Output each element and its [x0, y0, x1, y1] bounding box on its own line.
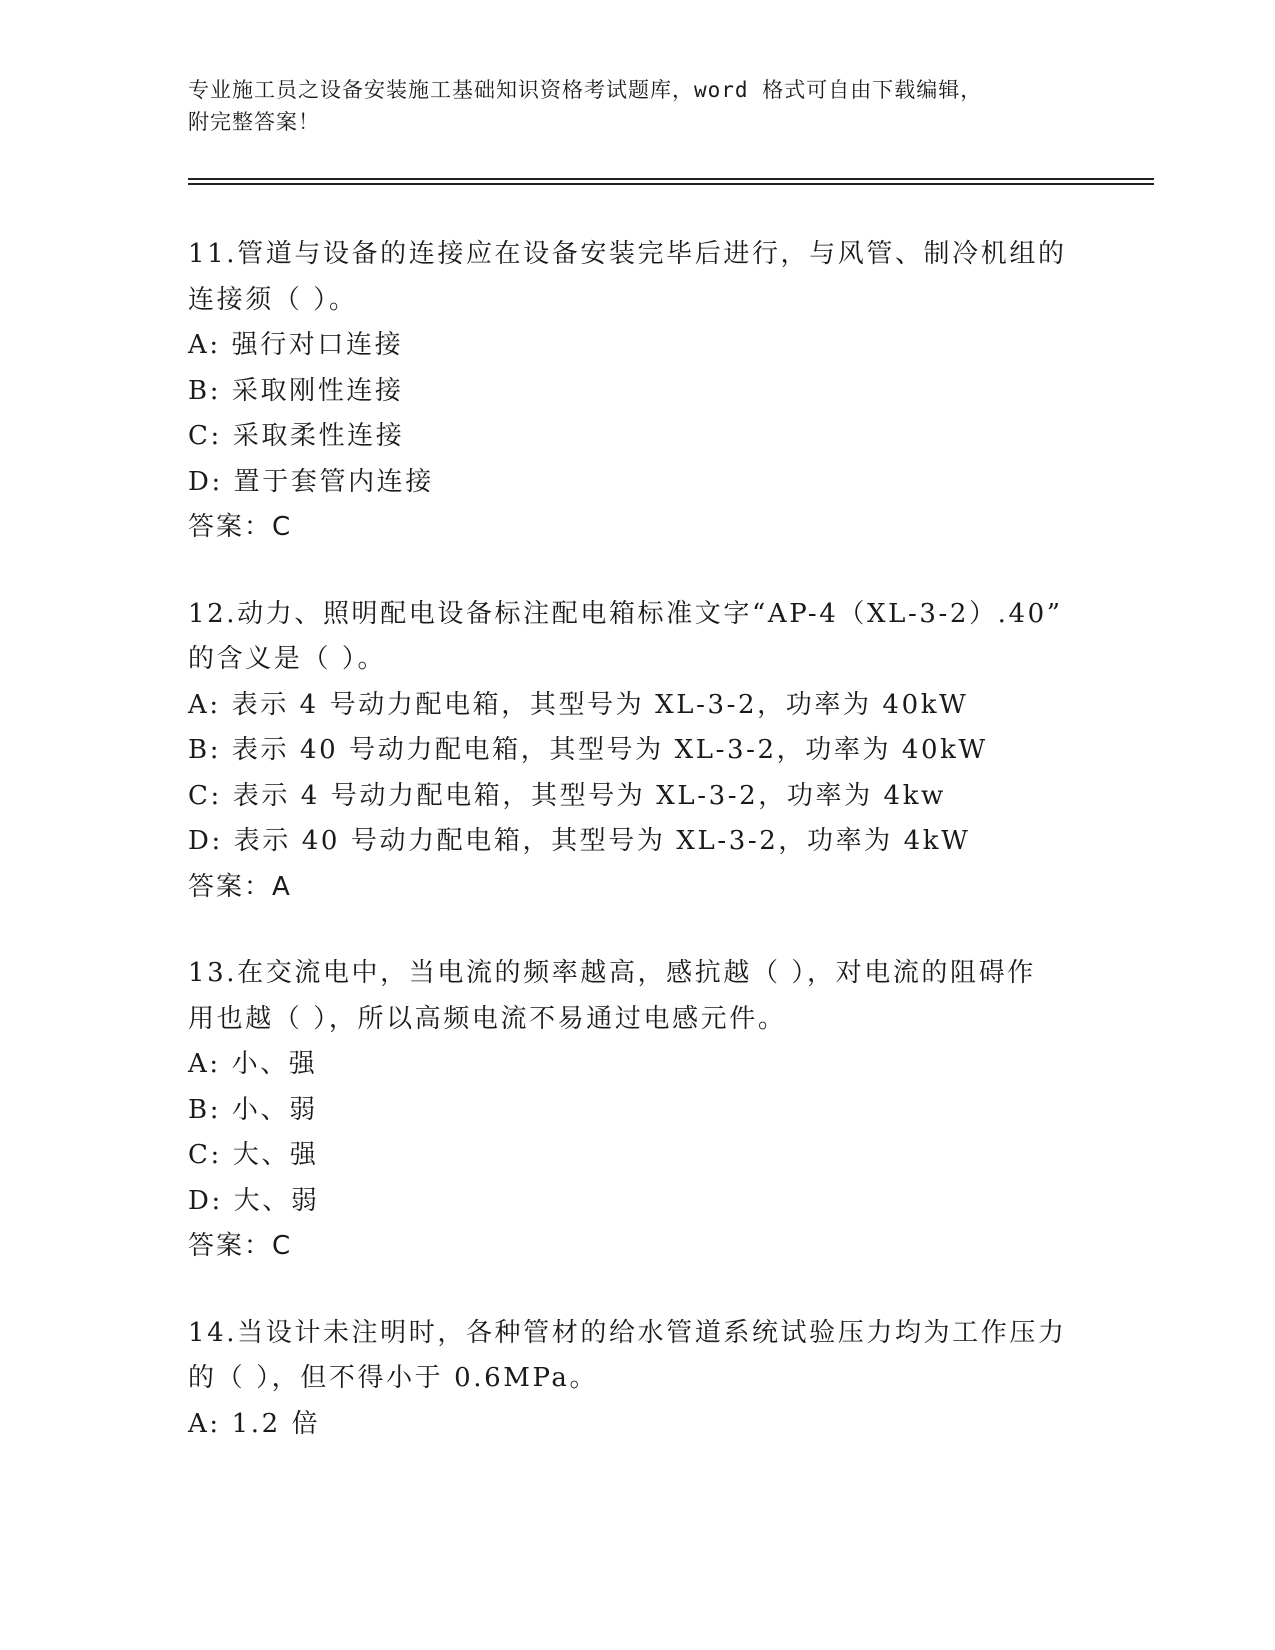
answer: 答案：C — [188, 512, 293, 542]
question-text-line: 12.动力、照明配电设备标注配电箱标准文字“AP-4（XL-3-2）.40” — [188, 598, 1063, 629]
question-list — [188, 232, 1088, 1488]
question-14 — [188, 1311, 1088, 1448]
option-d: D: 大、弱 — [188, 1185, 320, 1216]
option-d: D: 表示 40 号动力配电箱，其型号为 XL-3-2，功率为 4kW — [188, 826, 971, 856]
question-text-line: 用也越（ ），所以高频电流不易通过电感元件。 — [188, 1003, 787, 1034]
question-12 — [188, 592, 1088, 911]
option-c: C: 表示 4 号动力配电箱，其型号为 XL-3-2，功率为 4kw — [188, 780, 946, 811]
header-divider-top — [188, 178, 1154, 180]
header-divider-bottom — [188, 183, 1154, 185]
answer: 答案：A — [188, 871, 292, 902]
question-11 — [188, 232, 1088, 551]
question-13 — [188, 951, 1088, 1270]
question-text-line: 14.当设计未注明时，各种管材的给水管道系统试验压力均为工作压力 — [188, 1317, 1067, 1348]
header-line-2: 附完整答案！ — [188, 110, 320, 134]
question-text-line: 的（ ），但不得小于 0.6MPa。 — [188, 1363, 599, 1393]
question-text-line: 的含义是（ ）。 — [188, 644, 387, 674]
option-c: C: 大、强 — [188, 1140, 319, 1170]
option-c: C: 采取柔性连接 — [188, 421, 405, 451]
option-a: A: 表示 4 号动力配电箱，其型号为 XL-3-2，功率为 40kW — [188, 689, 969, 720]
option-b: B: 小、弱 — [188, 1094, 318, 1125]
document-header — [188, 74, 1068, 138]
option-a: A: 强行对口连接 — [188, 330, 404, 360]
option-a: A: 小、强 — [188, 1049, 318, 1079]
option-a: A: 1.2 倍 — [188, 1408, 321, 1439]
option-b: B: 采取刚性连接 — [188, 375, 404, 406]
header-line-1: 专业施工员之设备安装施工基础知识资格考试题库，word 格式可自由下载编辑， — [188, 78, 983, 102]
question-text-line: 连接须（ ）。 — [188, 284, 358, 315]
question-text-line: 13.在交流电中，当电流的频率越高，感抗越（ ），对电流的阻碍作 — [188, 958, 1036, 988]
option-b: B: 表示 40 号动力配电箱，其型号为 XL-3-2，功率为 40kW — [188, 735, 988, 765]
option-d: D: 置于套管内连接 — [188, 466, 434, 497]
question-text-line: 11.管道与设备的连接应在设备安装完毕后进行，与风管、制冷机组的 — [188, 239, 1067, 269]
answer: 答案：C — [188, 1231, 293, 1261]
